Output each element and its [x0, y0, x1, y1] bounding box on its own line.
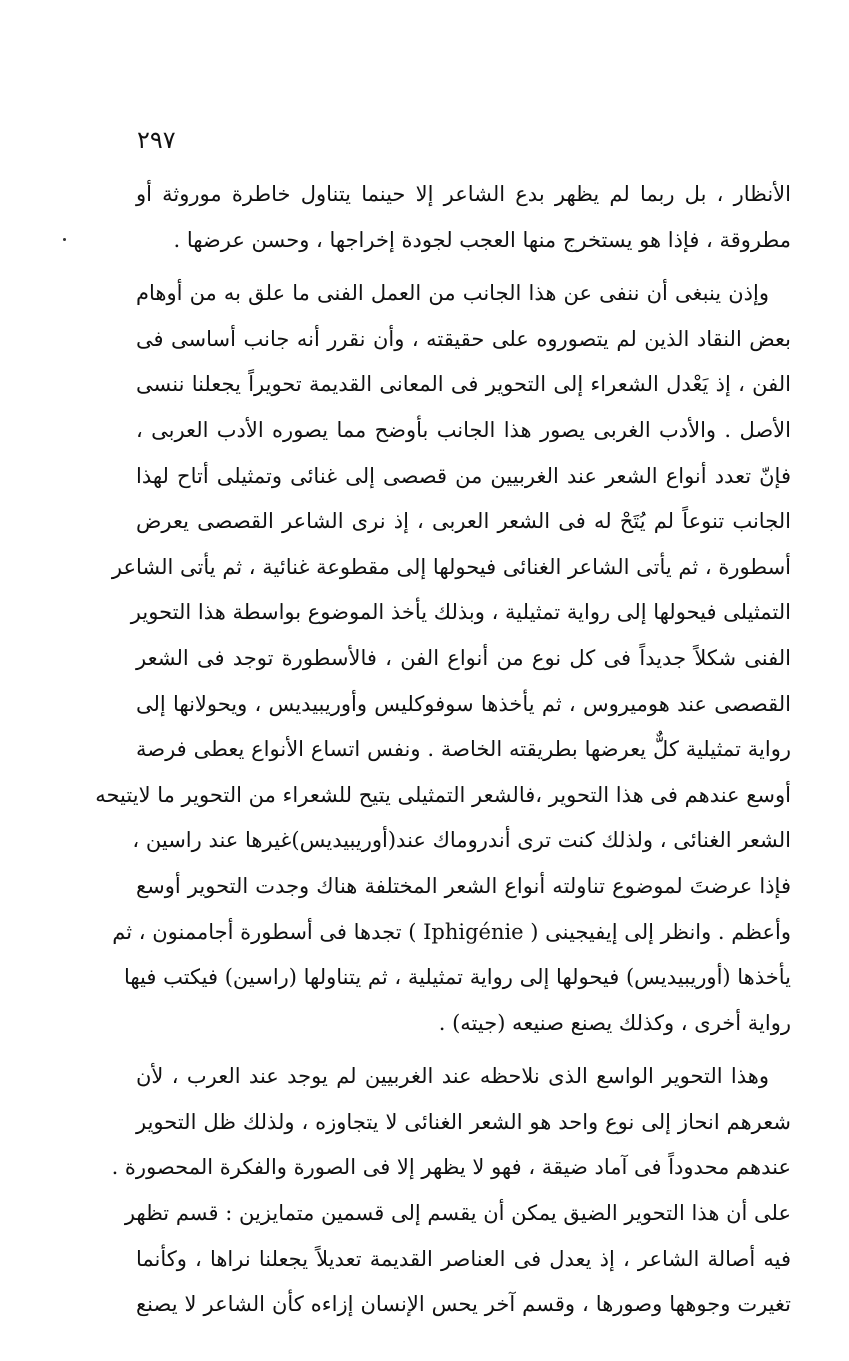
text-line: الجانب تنوعاً لم يُتَحْ له فى الشعر العربى ، إذ نرى الشاعر القصصى يعرض	[136, 509, 791, 534]
text-line: رواية تمثيلية كلٌّ يعرضها بطريقته الخاصة . ونفس اتساع الأنواع يعطى فرصة	[136, 737, 791, 762]
text-line: يأخذها (أوريبيديس) فيحولها إلى رواية تمثيلية ، ثم يتناولها (راسين) فيكتب فيها	[123, 965, 791, 990]
text-line: الشعر الغنائى ، ولذلك كنت ترى أندروماك عند(أوريبيديس)غيرها عند راسين ،	[132, 828, 791, 853]
text-line: فيه أصالة الشاعر ، إذ يعدل فى العناصر القديمة تعديلاً يجعلنا نراها ، وكأنما	[136, 1246, 791, 1271]
text-line: وهذا التحوير الواسع الذى نلاحظه عند الغربيين لم يوجد عند العرب ، لأن	[136, 1064, 769, 1089]
text-line: وإذن ينبغى أن ننفى عن هذا الجانب من العمل الفنى ما علق به من أوهام	[136, 281, 769, 306]
text-line: الفنى شكلاً جديداً فى كل نوع من أنواع الفن ، فالأسطورة توجد فى الشعر	[136, 645, 791, 670]
paragraph-3	[111, 1054, 791, 1328]
text-line: القصصى عند هوميروس ، ثم يأخذها سوفوكليس وأوريبيديس ، ويحولانها إلى	[136, 691, 791, 716]
text-line: فإذا عرضتَ لموضوع تناولته أنواع الشعر المختلفة هناك وجدت التحوير أوسع	[136, 873, 791, 898]
text-line: وأعظم . وانظر إلى إيفيجينى ( Iphigénie ) تجدها فى أسطورة أجاممنون ، ثم	[112, 919, 791, 944]
text-line: أوسع عندهم فى هذا التحوير ،فالشعر التمثيلى يتيح للشعراء من التحوير ما لايتيحه	[95, 782, 791, 807]
stray-mark	[63, 238, 66, 241]
text-line: بعض النقاد الذين لم يتصوروه على حقيقته ، وأن نقرر أنه جانب أساسى فى	[136, 326, 791, 351]
paragraph-1	[136, 172, 791, 263]
text-line: الفن ، إذ يَعْدل الشعراء إلى التحوير فى المعانى القديمة تحويراً يجعلنا ننسى	[136, 372, 791, 397]
text-line: فإنّ تعدد أنواع الشعر عند الغربيين من قصصى إلى غنائى وتمثيلى أتاح لهذا	[136, 463, 791, 488]
text-line: عندهم محدوداً فى آماد ضيقة ، فهو لا يظهر إلا فى الصورة والفكرة المحصورة .	[111, 1155, 791, 1180]
text-line: على أن هذا التحوير الضيق يمكن أن يقسم إلى قسمين متمايزين : قسم تظهر	[124, 1201, 791, 1226]
text-line: رواية أخرى ، وكذلك يصنع صنيعه (جيته) .	[438, 1010, 791, 1035]
text-line: التمثيلى فيحولها إلى رواية تمثيلية ، وبذلك يأخذ الموضوع بواسطة هذا التحوير	[130, 600, 791, 625]
text-line: مطروقة ، فإذا هو يستخرج منها العجب لجودة إخراجها ، وحسن عرضها .	[173, 227, 791, 252]
text-line: شعرهم انحاز إلى نوع واحد هو الشعر الغنائى لا يتجاوزه ، ولذلك ظل التحوير	[136, 1109, 791, 1134]
paragraph-2	[95, 271, 791, 1046]
text-line: تغيرت وجوهها وصورها ، وقسم آخر يحس الإنسان إزاءه كأن الشاعر لا يصنع	[136, 1292, 791, 1317]
text-line: الأصل . والأدب الغربى يصور هذا الجانب بأوضح مما يصوره الأدب العربى ،	[136, 417, 791, 442]
page-number: ٢٩٧	[137, 126, 176, 154]
page-text	[95, 172, 791, 1328]
text-line: أسطورة ، ثم يأتى الشاعر الغنائى فيحولها إلى مقطوعة غنائية ، ثم يأتى الشاعر	[111, 554, 791, 579]
text-line: الأنظار ، بل ربما لم يظهر بدع الشاعر إلا حينما يتناول خاطرة موروثة أو	[136, 182, 791, 206]
